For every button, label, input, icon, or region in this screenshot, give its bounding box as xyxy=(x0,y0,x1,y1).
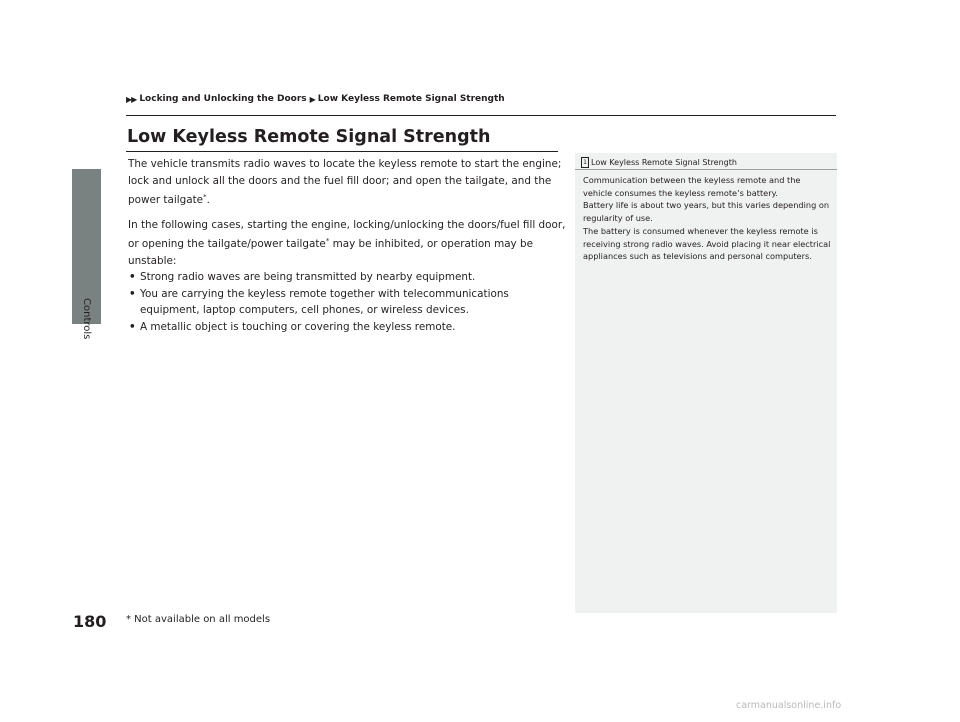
footnote-marker[interactable]: * xyxy=(203,193,207,201)
list-item xyxy=(128,286,568,319)
page-title: Low Keyless Remote Signal Strength xyxy=(127,127,491,147)
title-rule xyxy=(126,151,558,152)
note-title: Low Keyless Remote Signal Strength xyxy=(591,158,737,167)
paragraph-1 xyxy=(128,156,568,209)
chevron-right-icon: ▶ xyxy=(309,94,315,104)
list-item xyxy=(128,269,568,286)
breadcrumb-item-current: Low Keyless Remote Signal Strength xyxy=(317,94,505,104)
double-chevron-icon: ▶▶ xyxy=(126,94,137,104)
note-line: Battery life is about two years, but this varies depending on regularity of use. xyxy=(583,200,830,224)
section-tab-label: Controls xyxy=(81,298,92,340)
condition-list xyxy=(128,269,568,335)
list-item-text: You are carrying the keyless remote together with telecommunications equipment, laptop computers, cell phones, or wireless devices. xyxy=(140,287,509,316)
bullet-icon: • xyxy=(129,287,136,300)
body-text xyxy=(128,156,568,335)
note-number-icon: 1 xyxy=(581,157,589,168)
bullet-icon: • xyxy=(129,320,136,333)
note-rule xyxy=(575,169,837,170)
note-body xyxy=(583,174,831,263)
list-item-text: A metallic object is touching or covering the keyless remote. xyxy=(140,320,456,333)
footnote-marker[interactable]: * xyxy=(325,237,330,245)
paragraph-2-end: may be inhibited, or operation may be unstable: xyxy=(128,238,533,267)
paragraph-1-text: The vehicle transmits radio waves to locate the keyless remote to start the engine; lock and unlock all the doors and the fuel fill door; and open the tailgate, and the power tailgate xyxy=(128,158,562,206)
note-line: The battery is consumed whenever the keyless remote is receiving strong radio waves. Avoid placing it near electrical appliances such as televisions and personal computers. xyxy=(583,225,831,262)
list-item xyxy=(128,319,568,336)
page-number: 180 xyxy=(73,612,107,631)
note-line: Communication between the keyless remote and the vehicle consumes the keyless remote’s battery. xyxy=(583,175,801,198)
header-rule xyxy=(126,115,836,116)
bullet-icon: • xyxy=(129,271,136,283)
breadcrumb-item-locking[interactable]: Locking and Unlocking the Doors xyxy=(139,94,307,104)
paragraph-1-end: . xyxy=(206,194,210,206)
list-item-text: Strong radio waves are being transmitted by nearby equipment. xyxy=(140,271,476,283)
paragraph-2 xyxy=(128,217,568,270)
watermark: carmanualsonline.info xyxy=(736,700,842,711)
breadcrumb xyxy=(126,94,505,104)
paragraph-2-text: In the following cases, starting the engine, locking/unlocking the doors/fuel fill door, or opening the tailgate/power tailgate xyxy=(128,218,566,250)
footnote: * Not available on all models xyxy=(126,614,271,625)
note-header xyxy=(581,157,737,168)
